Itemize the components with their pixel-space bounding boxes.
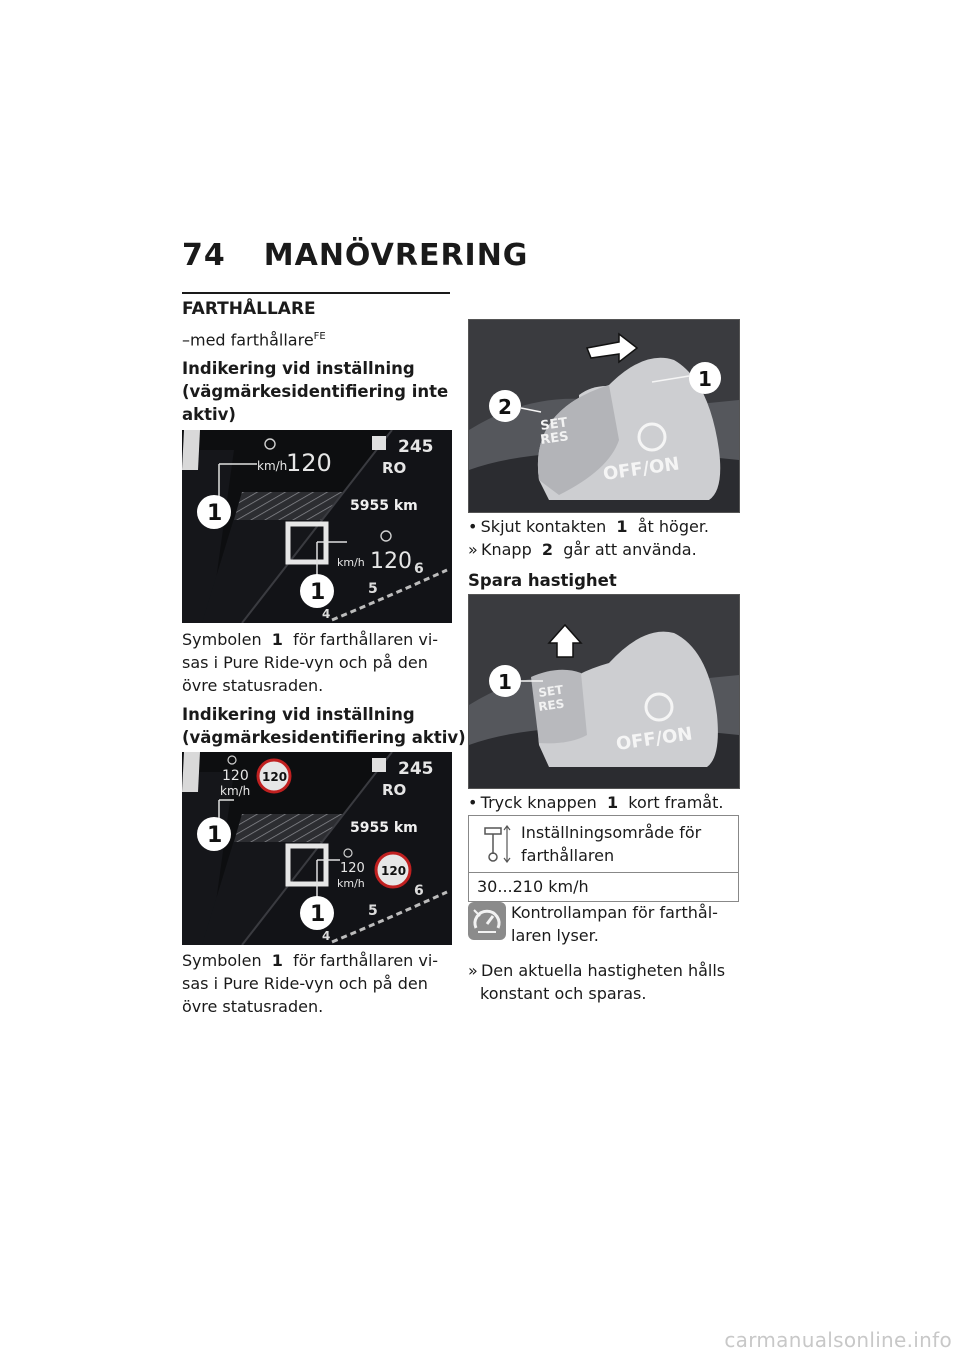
spec-label-row: [469, 816, 738, 873]
paragraph-1: Symbolen 1 för farthållaren vi- sas i Pure Ride-vyn och på den övre statusraden.: [182, 630, 439, 695]
callout-1: 1: [207, 501, 223, 526]
callout-2-img3: 2: [498, 395, 512, 419]
speed-mid: 120: [370, 549, 412, 574]
step-bullet: • Skjut kontakten 1 åt höger.: [468, 517, 710, 536]
speed-mid-2: 120: [340, 861, 365, 876]
res-label-1: RES: [539, 429, 570, 448]
odometer-2: 5955 km: [350, 820, 418, 836]
offon-label-1: OFF/ON: [601, 453, 681, 485]
cruise-lamp-icon: [468, 902, 506, 940]
section-save-speed: Spara hastighet: [468, 571, 617, 590]
set-label-2: SET: [537, 682, 565, 700]
unit-mid: km/h: [337, 556, 365, 569]
sign-mid: 120: [381, 864, 407, 878]
callout-1-img2: 1: [207, 823, 223, 848]
road-code-2: RO: [382, 781, 407, 799]
gear-4: 4: [322, 607, 331, 621]
dashboard-image-inactive: [182, 430, 452, 623]
set-label-1: SET: [539, 415, 569, 434]
dashboard-image-active: [182, 752, 452, 945]
page-header: [182, 238, 528, 273]
unit-top-2: km/h: [220, 784, 251, 798]
callout-1-img3: 1: [698, 367, 712, 391]
spec-value: 30...210 km/h: [477, 877, 589, 896]
range-icon: [481, 824, 511, 868]
road-code: RO: [382, 459, 407, 477]
page-number: 74: [182, 238, 226, 273]
speed-top-2: 120: [222, 768, 249, 784]
equipment-note: –med farthållare$^{FE}$: [182, 330, 326, 350]
range-value: 245: [398, 437, 434, 457]
gear-6-2: 6: [414, 883, 424, 899]
range-value-2: 245: [398, 759, 434, 779]
step-result: » Knapp 2 går att använda.: [468, 540, 697, 559]
paragraph-2: Symbolen 1 för farthållaren vi- sas i Pure Ride-vyn och på den övre statusraden.: [182, 951, 439, 1016]
unit-mid-2: km/h: [337, 877, 365, 890]
section-rule: [182, 292, 450, 294]
sign-top: 120: [262, 770, 288, 784]
step-list-1: [468, 515, 709, 561]
chapter-title: MANÖVRERING: [263, 238, 529, 273]
gear-5-2: 5: [368, 903, 378, 919]
section-title: FARTHÅLLARE: [182, 299, 316, 319]
lamp-text: Kontrollampan för farthål- laren lyser.: [511, 903, 718, 945]
step-list-2: • Tryck knappen 1 kort framåt.: [468, 793, 724, 812]
res-label-2: RES: [537, 696, 566, 714]
callout-1b-img2: 1: [310, 902, 326, 927]
switch-image-2: [468, 594, 740, 789]
spec-label: Inställningsområde för farthållaren: [521, 823, 702, 865]
subheading-active: Indikering vid inställning (vägmärkesidentifiering aktiv): [182, 705, 466, 747]
watermark: carmanualsonline.info: [724, 1328, 952, 1352]
result-text: » Den aktuella hastigheten hålls konstant och sparas.: [468, 961, 726, 1003]
spec-table: [468, 815, 739, 902]
callout-1-img4: 1: [498, 670, 512, 694]
offon-label-2: OFF/ON: [614, 723, 694, 755]
gear-5: 5: [368, 581, 378, 597]
odometer: 5955 km: [350, 498, 418, 514]
subheading-inactive: Indikering vid inställning (vägmärkesidentifiering inte aktiv): [182, 359, 449, 424]
speed-top: 120: [286, 449, 332, 477]
gear-6: 6: [414, 561, 424, 577]
switch-image-1: [468, 319, 740, 513]
unit-top: km/h: [257, 459, 288, 473]
callout-1b: 1: [310, 580, 326, 605]
gear-4-2: 4: [322, 929, 331, 943]
